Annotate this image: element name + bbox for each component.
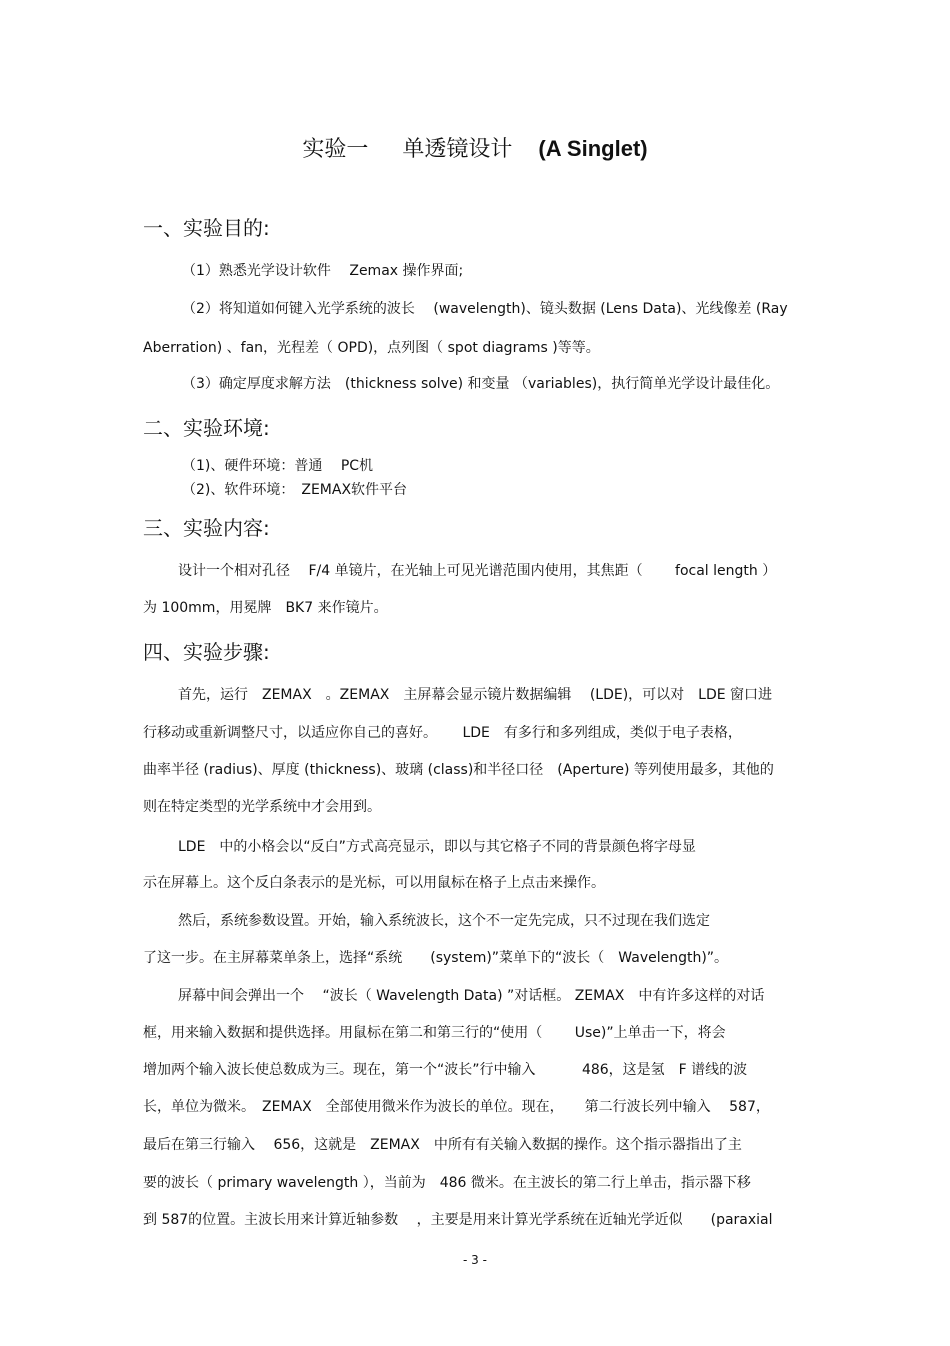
page-number: - 3 -	[463, 1253, 487, 1267]
purpose-item-2b: Aberration) 、fan，光程差（ OPD)，点列图（ spot diagrams )等等。	[143, 340, 600, 356]
content-line-2: 为 100mm，用冕牌 BK7 来作镜片。	[143, 600, 388, 616]
section-heading-environment: 二、实验环境:	[143, 416, 270, 440]
purpose-item-1: （1）熟悉光学设计软件 Zemax 操作界面;	[182, 263, 464, 279]
section-heading-purpose: 一、实验目的:	[143, 216, 270, 240]
steps-line-15: 到 587的位置。主波长用来计算近轴参数 ，主要是用来计算光学系统在近轴光学近似 (paraxial	[143, 1212, 773, 1228]
steps-line-8: 了这一步。在主屏幕菜单条上，选择“系统 (system)”菜单下的“波长（ Wavelength)”。	[143, 950, 729, 966]
steps-line-3: 曲率半径 (radius)、厚度 (thickness)、玻璃 (class)和半径口径 (Aperture) 等列使用最多，其他的	[143, 762, 774, 778]
steps-line-12: 长，单位为微米。 ZEMAX 全部使用微米作为波长的单位。现在， 第二行波长列中输入 587，	[143, 1099, 770, 1115]
steps-line-9: 屏幕中间会弹出一个 “波长（ Wavelength Data) ”对话框。 ZEMAX 中有许多这样的对话	[178, 988, 765, 1004]
page-title	[0, 134, 950, 165]
steps-line-11: 增加两个输入波长使总数成为三。现在，第一个“波长”行中输入 486，这是氢 F 谱线的波	[143, 1062, 748, 1078]
env-item-1: （1)、硬件环境：普通 PC机	[182, 458, 374, 474]
title-cn: 单透镜设计	[402, 137, 513, 162]
steps-line-7: 然后，系统参数设置。开始，输入系统波长，这个不一定先完成，只不过现在我们选定	[178, 913, 710, 929]
section-heading-steps: 四、实验步骤:	[143, 640, 270, 664]
env-item-2: （2)、软件环境： ZEMAX软件平台	[182, 482, 408, 498]
steps-line-6: 示在屏幕上。这个反白条表示的是光标，可以用鼠标在格子上点击来操作。	[143, 875, 605, 891]
purpose-item-3: （3）确定厚度求解方法 (thickness solve) 和变量 （variables)，执行简单光学设计最佳化。	[182, 376, 780, 392]
purpose-item-2a: （2）将知道如何键入光学系统的波长 (wavelength)、镜头数据 (Lens Data)、光线像差 (Ray	[182, 301, 788, 317]
steps-line-13: 最后在第三行输入 656，这就是 ZEMAX 中所有有关输入数据的操作。这个指示器指出了主	[143, 1137, 742, 1153]
section-heading-content: 三、实验内容:	[143, 516, 270, 540]
title-chapter: 实验一	[302, 137, 369, 162]
steps-line-4: 则在特定类型的光学系统中才会用到。	[143, 799, 381, 815]
content-line-1: 设计一个相对孔径 F/4 单镜片，在光轴上可见光谱范围内使用，其焦距（ focal length ）	[178, 563, 777, 579]
steps-line-1: 首先，运行 ZEMAX 。ZEMAX 主屏幕会显示镜片数据编辑 (LDE)，可以对 LDE 窗口进	[178, 687, 773, 703]
title-en: (A Singlet)	[538, 136, 648, 161]
steps-line-14: 要的波长（ primary wavelength ），当前为 486 微米。在主波长的第二行上单击，指示器下移	[143, 1175, 751, 1191]
steps-line-5: LDE 中的小格会以“反白”方式高亮显示，即以与其它格子不同的背景颜色将字母显	[178, 839, 696, 855]
steps-line-10: 框，用来输入数据和提供选择。用鼠标在第二和第三行的“使用（ Use)”上单击一下，将会	[143, 1025, 726, 1041]
steps-line-2: 行移动或重新调整尺寸，以适应你自己的喜好。 LDE 有多行和多列组成，类似于电子表格，	[143, 725, 742, 741]
